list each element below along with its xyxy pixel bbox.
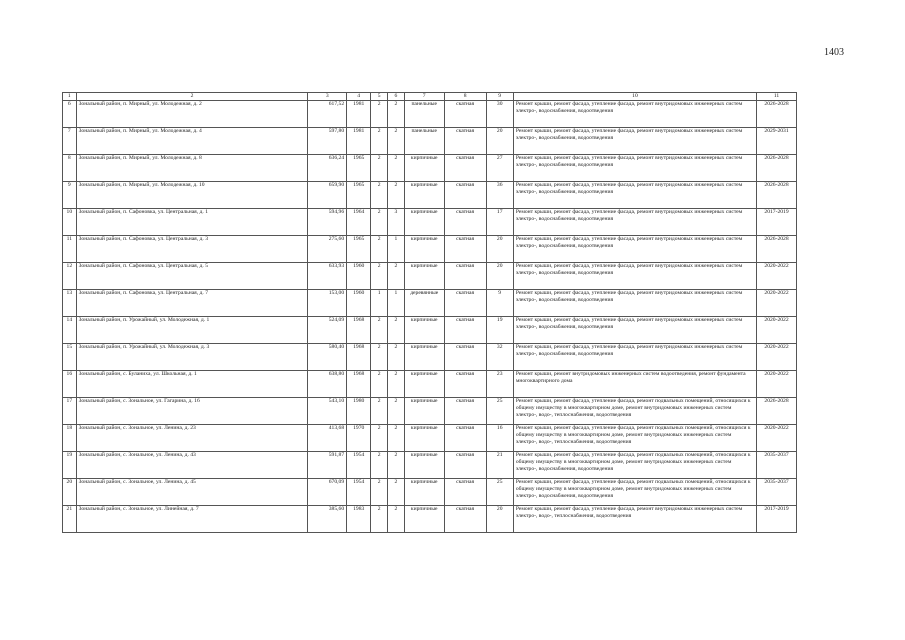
row-number-cell: 11 xyxy=(63,236,77,263)
address-cell: Зональный район, п. Сафоновка, ул. Центральная, д. 1 xyxy=(76,209,308,236)
wall-material-cell: кирпичные xyxy=(404,371,444,398)
entrances-cell: 2 xyxy=(388,371,405,398)
entrances-cell: 2 xyxy=(388,101,405,128)
column-number: 11 xyxy=(757,93,797,101)
column-number: 1 xyxy=(63,93,77,101)
planned-works-cell: Ремонт крыши, ремонт фасада, утепление фасада, ремонт внутридомовых инженерных систем электро-, водоснабжения, водоотведения xyxy=(513,344,756,371)
repair-period-cell: 2026-2028 xyxy=(757,398,797,425)
address-cell: Зональный район, п. Сафоновка, ул. Центральная, д. 7 xyxy=(76,290,308,317)
row-number-cell: 12 xyxy=(63,263,77,290)
wall-material-cell: кирпичные xyxy=(404,425,444,452)
entrances-cell: 2 xyxy=(388,128,405,155)
repair-period-cell: 2026-2028 xyxy=(757,101,797,128)
table-row xyxy=(63,290,797,317)
table-row xyxy=(63,479,797,506)
roof-type-cell: скатная xyxy=(444,155,486,182)
repair-period-cell: 2035-2037 xyxy=(757,452,797,479)
row-number-cell: 19 xyxy=(63,452,77,479)
year-built-cell: 1964 xyxy=(347,209,371,236)
apartments-count-cell: 36 xyxy=(486,182,513,209)
address-cell: Зональный район, п. Мирный, ул. Молодежная, д. 8 xyxy=(76,155,308,182)
wall-material-cell: панельные xyxy=(404,101,444,128)
address-cell: Зональный район, п. Мирный, ул. Молодежная, д. 4 xyxy=(76,128,308,155)
row-number-cell: 18 xyxy=(63,425,77,452)
floors-cell: 2 xyxy=(371,479,388,506)
year-built-cell: 1960 xyxy=(347,263,371,290)
floors-cell: 2 xyxy=(371,344,388,371)
row-number-cell: 9 xyxy=(63,182,77,209)
floors-cell: 1 xyxy=(371,290,388,317)
row-number-cell: 6 xyxy=(63,101,77,128)
row-number-cell: 20 xyxy=(63,479,77,506)
table-row xyxy=(63,182,797,209)
repair-period-cell: 2017-2019 xyxy=(757,209,797,236)
total-area-cell: 385,60 xyxy=(308,506,347,533)
apartments-count-cell: 20 xyxy=(486,263,513,290)
repair-period-cell: 2026-2028 xyxy=(757,155,797,182)
apartments-count-cell: 16 xyxy=(486,425,513,452)
row-number-cell: 10 xyxy=(63,209,77,236)
entrances-cell: 2 xyxy=(388,155,405,182)
total-area-cell: 580,40 xyxy=(308,344,347,371)
address-cell: Зональный район, с. Зональное, ул. Линейная, д. 7 xyxy=(76,506,308,533)
planned-works-cell: Ремонт крыши, ремонт фасада, утепление фасада, ремонт подвальных помещений, относящихся к общему имуществу в многоквартирном доме, ремонт внутридомовых инженерных систем электро-, водоснабжения, водоотведения xyxy=(513,479,756,506)
repair-period-cell: 2020-2022 xyxy=(757,290,797,317)
roof-type-cell: скатная xyxy=(444,398,486,425)
floors-cell: 2 xyxy=(371,317,388,344)
repair-period-cell: 2020-2022 xyxy=(757,344,797,371)
wall-material-cell: кирпичные xyxy=(404,398,444,425)
entrances-cell: 2 xyxy=(388,452,405,479)
column-number: 4 xyxy=(347,93,371,101)
apartments-count-cell: 25 xyxy=(486,398,513,425)
address-cell: Зональный район, с. Зональное, ул. Гагарина, д. 16 xyxy=(76,398,308,425)
floors-cell: 2 xyxy=(371,128,388,155)
apartments-count-cell: 30 xyxy=(486,101,513,128)
address-cell: Зональный район, п. Сафоновка, ул. Центральная, д. 3 xyxy=(76,236,308,263)
page-number: 1403 xyxy=(824,47,844,58)
wall-material-cell: кирпичные xyxy=(404,317,444,344)
column-number: 7 xyxy=(404,93,444,101)
table-row xyxy=(63,425,797,452)
total-area-cell: 597,80 xyxy=(308,128,347,155)
wall-material-cell: кирпичные xyxy=(404,452,444,479)
roof-type-cell: скатная xyxy=(444,128,486,155)
address-cell: Зональный район, с. Зональное, ул. Ленина, д. 45 xyxy=(76,479,308,506)
roof-type-cell: скатная xyxy=(444,317,486,344)
apartments-count-cell: 25 xyxy=(486,479,513,506)
address-cell: Зональный район, с. Зональное, ул. Ленина, д. 23 xyxy=(76,425,308,452)
row-number-cell: 15 xyxy=(63,344,77,371)
year-built-cell: 1981 xyxy=(347,128,371,155)
planned-works-cell: Ремонт крыши, ремонт внутридомовых инженерных систем водоотведения, ремонт фундамента многоквартирного дома xyxy=(513,371,756,398)
table-row xyxy=(63,398,797,425)
year-built-cell: 1968 xyxy=(347,317,371,344)
wall-material-cell: кирпичные xyxy=(404,479,444,506)
roof-type-cell: скатная xyxy=(444,371,486,398)
planned-works-cell: Ремонт крыши, ремонт фасада, утепление фасада, ремонт подвальных помещений, относящихся к общему имуществу в многоквартирном доме, ремонт внутридомовых инженерных систем электро-, водоснабжения, водоотведения xyxy=(513,452,756,479)
floors-cell: 2 xyxy=(371,371,388,398)
year-built-cell: 1965 xyxy=(347,182,371,209)
wall-material-cell: кирпичные xyxy=(404,209,444,236)
row-number-cell: 13 xyxy=(63,290,77,317)
roof-type-cell: скатная xyxy=(444,182,486,209)
total-area-cell: 543,10 xyxy=(308,398,347,425)
address-cell: Зональный район, п. Мирный, ул. Молодежная, д. 2 xyxy=(76,101,308,128)
total-area-cell: 153,00 xyxy=(308,290,347,317)
wall-material-cell: кирпичные xyxy=(404,263,444,290)
total-area-cell: 594,96 xyxy=(308,209,347,236)
table-row xyxy=(63,101,797,128)
address-cell: Зональный район, с. Зональное, ул. Ленина, д. 43 xyxy=(76,452,308,479)
table-row xyxy=(63,128,797,155)
planned-works-cell: Ремонт крыши, ремонт фасада, утепление фасада, ремонт внутридомовых инженерных систем электро-, водоснабжения, водоотведения xyxy=(513,128,756,155)
year-built-cell: 1960 xyxy=(347,290,371,317)
floors-cell: 2 xyxy=(371,263,388,290)
column-number: 8 xyxy=(444,93,486,101)
year-built-cell: 1983 xyxy=(347,506,371,533)
planned-works-cell: Ремонт крыши, ремонт фасада, утепление фасада, ремонт подвальных помещений, относящихся к общему имуществу в многоквартирном доме, ремонт внутридомовых инженерных систем электро-, водо-, теплоснабжения, водоотведения xyxy=(513,398,756,425)
roof-type-cell: скатная xyxy=(444,290,486,317)
roof-type-cell: скатная xyxy=(444,209,486,236)
planned-works-cell: Ремонт крыши, ремонт фасада, утепление фасада, ремонт внутридомовых инженерных систем электро-, водоснабжения, водоотведения xyxy=(513,101,756,128)
apartments-count-cell: 17 xyxy=(486,209,513,236)
planned-works-cell: Ремонт крыши, ремонт фасада, утепление фасада, ремонт подвальных помещений, относящихся к общему имуществу в многоквартирном доме, ремонт внутридомовых инженерных систем электро-, водо-, теплоснабжения, водоотведения xyxy=(513,425,756,452)
floors-cell: 2 xyxy=(371,101,388,128)
roof-type-cell: скатная xyxy=(444,344,486,371)
apartments-count-cell: 20 xyxy=(486,236,513,263)
entrances-cell: 1 xyxy=(388,236,405,263)
row-number-cell: 7 xyxy=(63,128,77,155)
apartments-count-cell: 20 xyxy=(486,506,513,533)
row-number-cell: 8 xyxy=(63,155,77,182)
entrances-cell: 2 xyxy=(388,479,405,506)
roof-type-cell: скатная xyxy=(444,425,486,452)
entrances-cell: 2 xyxy=(388,182,405,209)
total-area-cell: 275,60 xyxy=(308,236,347,263)
planned-works-cell: Ремонт крыши, ремонт фасада, утепление фасада, ремонт внутридомовых инженерных систем электро-, водоснабжения, водоотведения xyxy=(513,182,756,209)
total-area-cell: 633,93 xyxy=(308,263,347,290)
year-built-cell: 1981 xyxy=(347,101,371,128)
repair-period-cell: 2020-2022 xyxy=(757,317,797,344)
planned-works-cell: Ремонт крыши, ремонт фасада, утепление фасада, ремонт внутридомовых инженерных систем электро-, водоснабжения, водоотведения xyxy=(513,263,756,290)
column-number: 9 xyxy=(486,93,513,101)
floors-cell: 2 xyxy=(371,452,388,479)
housing-repair-table xyxy=(62,92,797,533)
column-number: 6 xyxy=(388,93,405,101)
total-area-cell: 591,87 xyxy=(308,452,347,479)
year-built-cell: 1954 xyxy=(347,452,371,479)
repair-period-cell: 2026-2028 xyxy=(757,236,797,263)
total-area-cell: 617,52 xyxy=(308,101,347,128)
floors-cell: 2 xyxy=(371,155,388,182)
planned-works-cell: Ремонт крыши, ремонт фасада, утепление фасада, ремонт внутридомовых инженерных систем электро-, водоснабжения, водоотведения xyxy=(513,209,756,236)
total-area-cell: 413,68 xyxy=(308,425,347,452)
roof-type-cell: скатная xyxy=(444,479,486,506)
year-built-cell: 1980 xyxy=(347,398,371,425)
floors-cell: 2 xyxy=(371,236,388,263)
year-built-cell: 1965 xyxy=(347,155,371,182)
entrances-cell: 2 xyxy=(388,506,405,533)
apartments-count-cell: 21 xyxy=(486,452,513,479)
column-number: 10 xyxy=(513,93,756,101)
wall-material-cell: кирпичные xyxy=(404,344,444,371)
column-number-header-row xyxy=(63,93,797,101)
entrances-cell: 2 xyxy=(388,263,405,290)
table-row xyxy=(63,371,797,398)
repair-period-cell: 2020-2022 xyxy=(757,371,797,398)
repair-period-cell: 2026-2028 xyxy=(757,182,797,209)
address-cell: Зональный район, п. Сафоновка, ул. Центральная, д. 5 xyxy=(76,263,308,290)
total-area-cell: 638,80 xyxy=(308,371,347,398)
column-number: 2 xyxy=(76,93,308,101)
planned-works-cell: Ремонт крыши, ремонт фасада, утепление фасада, ремонт внутридомовых инженерных систем электро-, водо-, теплоснабжения, водоотведения xyxy=(513,506,756,533)
table-row xyxy=(63,155,797,182)
entrances-cell: 2 xyxy=(388,425,405,452)
floors-cell: 2 xyxy=(371,209,388,236)
wall-material-cell: панельные xyxy=(404,128,444,155)
entrances-cell: 2 xyxy=(388,398,405,425)
floors-cell: 2 xyxy=(371,425,388,452)
roof-type-cell: скатная xyxy=(444,452,486,479)
row-number-cell: 16 xyxy=(63,371,77,398)
apartments-count-cell: 23 xyxy=(486,371,513,398)
apartments-count-cell: 27 xyxy=(486,155,513,182)
total-area-cell: 659,90 xyxy=(308,182,347,209)
entrances-cell: 2 xyxy=(388,317,405,344)
table-row xyxy=(63,317,797,344)
wall-material-cell: кирпичные xyxy=(404,236,444,263)
row-number-cell: 14 xyxy=(63,317,77,344)
address-cell: Зональный район, с. Буланиха, ул. Школьная, д. 1 xyxy=(76,371,308,398)
floors-cell: 2 xyxy=(371,182,388,209)
entrances-cell: 2 xyxy=(388,344,405,371)
entrances-cell: 3 xyxy=(388,209,405,236)
address-cell: Зональный район, п. Урожайный, ул. Молодежная, д. 3 xyxy=(76,344,308,371)
repair-period-cell: 2017-2019 xyxy=(757,506,797,533)
year-built-cell: 1968 xyxy=(347,371,371,398)
roof-type-cell: скатная xyxy=(444,236,486,263)
total-area-cell: 670,09 xyxy=(308,479,347,506)
roof-type-cell: скатная xyxy=(444,506,486,533)
year-built-cell: 1968 xyxy=(347,344,371,371)
apartments-count-cell: 19 xyxy=(486,317,513,344)
wall-material-cell: кирпичные xyxy=(404,506,444,533)
planned-works-cell: Ремонт крыши, ремонт фасада, утепление фасада, ремонт внутридомовых инженерных систем электро-, водоснабжения, водоотведения xyxy=(513,155,756,182)
roof-type-cell: скатная xyxy=(444,101,486,128)
planned-works-cell: Ремонт крыши, ремонт фасада, утепление фасада, ремонт внутридомовых инженерных систем электро-, водоснабжения, водоотведения xyxy=(513,236,756,263)
apartments-count-cell: 9 xyxy=(486,290,513,317)
table-row xyxy=(63,344,797,371)
table-row xyxy=(63,236,797,263)
wall-material-cell: кирпичные xyxy=(404,182,444,209)
table-row xyxy=(63,209,797,236)
roof-type-cell: скатная xyxy=(444,263,486,290)
year-built-cell: 1965 xyxy=(347,236,371,263)
table-row xyxy=(63,506,797,533)
wall-material-cell: кирпичные xyxy=(404,155,444,182)
wall-material-cell: деревянные xyxy=(404,290,444,317)
repair-period-cell: 2020-2022 xyxy=(757,425,797,452)
total-area-cell: 636,24 xyxy=(308,155,347,182)
address-cell: Зональный район, п. Мирный, ул. Молодежная, д. 10 xyxy=(76,182,308,209)
year-built-cell: 1970 xyxy=(347,425,371,452)
row-number-cell: 17 xyxy=(63,398,77,425)
planned-works-cell: Ремонт крыши, ремонт фасада, утепление фасада, ремонт внутридомовых инженерных систем электро-, водоснабжения, водоотведения xyxy=(513,290,756,317)
entrances-cell: 1 xyxy=(388,290,405,317)
column-number: 3 xyxy=(308,93,347,101)
repair-period-cell: 2035-2037 xyxy=(757,479,797,506)
planned-works-cell: Ремонт крыши, ремонт фасада, утепление фасада, ремонт внутридомовых инженерных систем электро-, водоснабжения, водоотведения xyxy=(513,317,756,344)
year-built-cell: 1954 xyxy=(347,479,371,506)
apartments-count-cell: 20 xyxy=(486,128,513,155)
floors-cell: 2 xyxy=(371,506,388,533)
column-number: 5 xyxy=(371,93,388,101)
apartments-count-cell: 32 xyxy=(486,344,513,371)
address-cell: Зональный район, п. Урожайный, ул. Молодежная, д. 1 xyxy=(76,317,308,344)
repair-period-cell: 2029-2031 xyxy=(757,128,797,155)
total-area-cell: 524,09 xyxy=(308,317,347,344)
table-row xyxy=(63,452,797,479)
floors-cell: 2 xyxy=(371,398,388,425)
table-row xyxy=(63,263,797,290)
repair-period-cell: 2020-2022 xyxy=(757,263,797,290)
row-number-cell: 21 xyxy=(63,506,77,533)
